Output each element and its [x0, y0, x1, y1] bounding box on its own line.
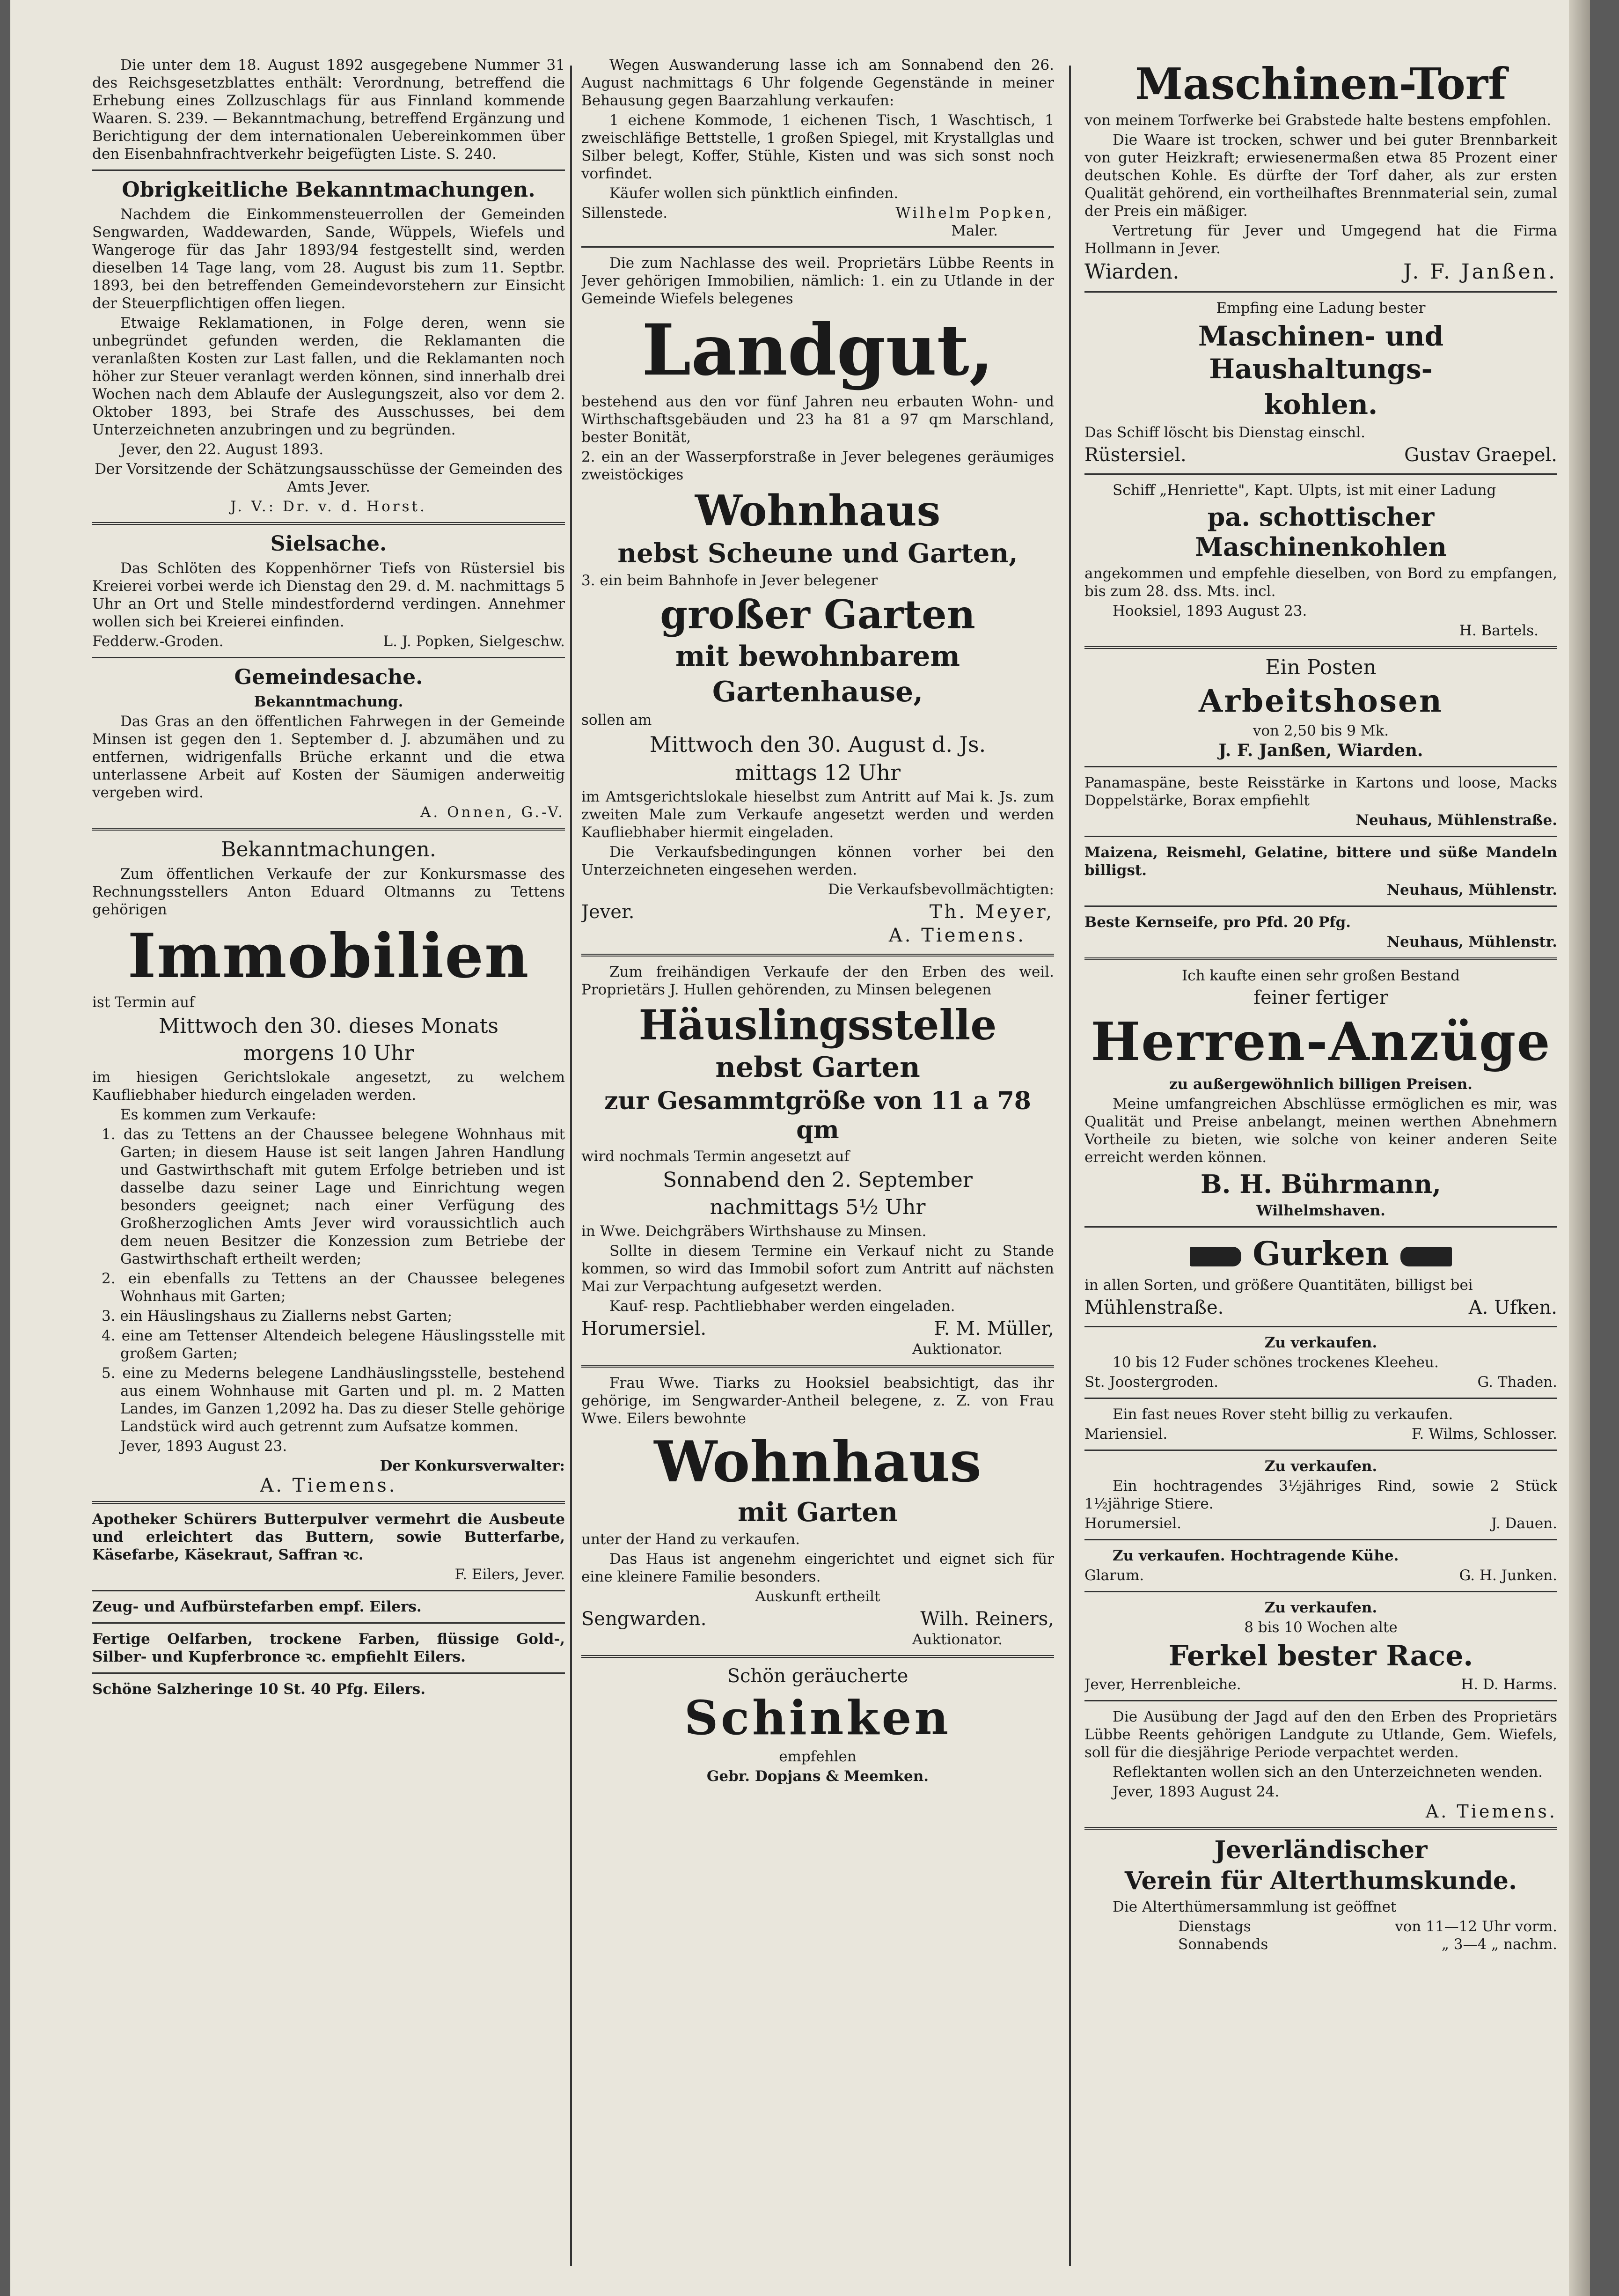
haeuslingsstelle-signature: Horumersiel. F. M. Müller,	[581, 1318, 1054, 1339]
wohnhaus-2-headline: Wohnhaus	[654, 1429, 982, 1495]
haeuslingsstelle-headline: Häuslingsstelle	[638, 1001, 997, 1049]
divider	[92, 828, 565, 831]
column-2	[581, 56, 1054, 2285]
divider	[581, 246, 1054, 248]
divider	[1084, 957, 1557, 960]
ferkel-headline: Ferkel bester Race.	[1168, 1640, 1473, 1672]
verein-text: Die Alterthümersammlung ist geöffnet	[1113, 1899, 1397, 1915]
gartenhaus-line-1: mit bewohnbarem	[675, 640, 960, 673]
schiff-signature: H. Bartels.	[1459, 622, 1538, 639]
neuhaus-ad-2-signature: Neuhaus, Mühlenstr.	[1386, 882, 1557, 898]
divider	[92, 522, 565, 525]
landgut-intro: Die zum Nachlasse des weil. Proprietärs Lübbe Reents in Jever gehörigen Immobilien, nämlich: 1. ein zu Utlande in der Gemeinde Wiefels belegenes	[581, 255, 1054, 307]
herren-text-2: Meine umfangreichen Abschlüsse ermöglichen es mir, was Qualität und Preise anbelangt, meinen werthen Abnehmern Vortheile zu bieten, wie solche von keiner anderen Seite erreicht werden können.	[1084, 1096, 1557, 1166]
jagd-signature: A. Tiemens.	[1425, 1801, 1557, 1822]
obrigkeitliche-date: Jever, den 22. August 1893.	[120, 441, 324, 458]
auswanderung-text: Käufer wollen sich pünktlich einfinden.	[609, 185, 899, 202]
torf-text-3: Vertretung für Jever und Umgegend hat die Firma Hollmann in Jever.	[1084, 222, 1557, 257]
gartenhaus-line-2: Gartenhause,	[712, 676, 923, 708]
immobilien-list	[92, 1126, 565, 1435]
haeuslingsstelle-intro: Zum freihändigen Verkaufe der den Erben des weil. Proprietärs J. Hullen gehörenden, zu Minsen belegenen	[581, 964, 1054, 998]
divider	[92, 1622, 565, 1624]
column-1	[92, 56, 565, 2285]
salzheringe-ad: Schöne Salzheringe 10 St. 40 Pfg. Eilers.	[92, 1681, 426, 1698]
haeuslingsstelle-time: nachmittags 5½ Uhr	[710, 1195, 926, 1219]
jagd-date: Jever, 1893 August 24.	[1113, 1783, 1280, 1800]
divider	[1084, 291, 1557, 293]
verein-title: Jeverländischer	[1214, 1836, 1428, 1864]
kohlen-headline: Maschinen- und Haushaltungs-	[1198, 320, 1444, 385]
tiarks-text: unter der Hand zu verkaufen.	[581, 1531, 800, 1548]
herren-anzuege-headline: Herren-Anzüge	[1091, 1011, 1551, 1073]
landgut-signature-2: A. Tiemens.	[888, 925, 1026, 946]
kohlen-signature: Rüstersiel. Gustav Graepel.	[1084, 444, 1557, 466]
gemeindesache-subtitle: Bekanntmachung.	[254, 693, 403, 710]
immobilien-signature-name: A. Tiemens.	[260, 1475, 397, 1496]
haeuslingsstelle-text-4: Kauf- resp. Pachtliebhaber werden eingeladen.	[609, 1298, 955, 1315]
mit-garten-headline: mit Garten	[738, 1497, 898, 1528]
neuhaus-ad-2: Maizena, Reismehl, Gelatine, bittere und süße Mandeln billigst.	[1084, 844, 1557, 879]
immobilien-termin: ist Termin auf	[92, 994, 195, 1011]
landgut-time: mittags 12 Uhr	[735, 760, 901, 785]
landgut-date: Mittwoch den 30. August d. Js.	[649, 732, 986, 757]
maschinen-torf-headline: Maschinen-Torf	[1135, 59, 1507, 109]
butterpulver-ad: Apotheker Schürers Butterpulver vermehrt die Ausbeute und erleichtert das Buttern, sowie Butterfarbe, Käsefarbe, Käsekraut, Saffran ꝛc.	[92, 1511, 565, 1563]
bekanntmachungen-title: Bekanntmachungen.	[221, 838, 436, 861]
obrigkeitliche-signature-name: J. V.: Dr. v. d. Horst.	[230, 498, 427, 515]
herren-pre: Ich kaufte einen sehr großen Bestand	[1181, 967, 1460, 984]
ferkel-pre: 8 bis 10 Wochen alte	[1244, 1619, 1398, 1636]
landgut-text-4: sollen am	[581, 712, 652, 729]
list-item: 5. eine zu Mederns belegene Landhäuslingsstelle, bestehend aus einem Wohnhause mit Garten und pl. m. 2 Matten Landes, im Ganzen 1,2092 ha. Das zu dieser Stelle gehörige Landstück wird auch getrennt zum Aufsatze kommen.	[102, 1365, 565, 1435]
kleeheu-signature: St. Joostergroden. G. Thaden.	[1084, 1374, 1557, 1391]
divider	[1084, 1326, 1557, 1327]
schiff-place: Hooksiel, 1893 August 23.	[1113, 603, 1307, 619]
arbeitshosen-headline: Arbeitshosen	[1199, 683, 1443, 719]
rover-text: Ein fast neues Rover steht billig zu verkaufen.	[1113, 1406, 1453, 1423]
immobilien-list-intro: Es kommen zum Verkaufe:	[120, 1106, 316, 1123]
divider	[92, 657, 565, 658]
landgut-text-6: Die Verkaufsbedingungen können vorher bei den Unterzeichneten eingesehen werden.	[581, 844, 1054, 878]
scheune-headline: nebst Scheune und Garten,	[617, 538, 1018, 569]
kohlen-headline-2: kohlen.	[1264, 389, 1378, 420]
verein-hours-1: Dienstags von 11—12 Uhr vorm.	[1178, 1918, 1557, 1935]
landgut-signature-role: Die Verkaufsbevollmächtigten:	[828, 881, 1054, 898]
haeuslingsstelle-text-3: Sollte in diesem Termine ein Verkauf nicht zu Stande kommen, so wird das Immobil sofort zum Antritt auf nächsten Mai zur Verpachtung aufgesetzt werden.	[581, 1243, 1054, 1295]
list-item: 3. ein Häuslingshaus zu Ziallerns nebst Garten;	[102, 1308, 453, 1325]
kuehe-signature: Glarum. G. H. Junken.	[1084, 1567, 1557, 1584]
immobilien-headline: Immobilien	[127, 920, 530, 992]
gemeindesache-title: Gemeindesache.	[234, 665, 423, 689]
schinken-text: empfehlen	[779, 1748, 857, 1765]
divider	[581, 954, 1054, 957]
divider	[1084, 1398, 1557, 1399]
immobilien-text: im hiesigen Gerichtslokale angesetzt, zu welchem Kaufliebhaber hiedurch eingeladen werden.	[92, 1069, 565, 1104]
immobilien-date: Mittwoch den 30. dieses Monats	[159, 1014, 498, 1038]
gurken-signature: Mühlenstraße. A. Ufken.	[1084, 1297, 1557, 1318]
sielsache-title: Sielsache.	[270, 532, 387, 556]
neuhaus-ad-1-signature: Neuhaus, Mühlenstraße.	[1355, 812, 1557, 829]
immobilien-date-signed: Jever, 1893 August 23.	[120, 1438, 287, 1455]
rind-text: Ein hochtragendes 3½jähriges Rind, sowie 2 Stück 1½jährige Stiere.	[1084, 1478, 1557, 1512]
divider	[92, 1590, 565, 1591]
neuhaus-ad-3-signature: Neuhaus, Mühlenstr.	[1386, 934, 1557, 950]
sielsache-signature: Fedderw.-Groden. L. J. Popken, Sielgeschw.	[92, 633, 565, 650]
rind-signature: Horumersiel. J. Dauen.	[1084, 1515, 1557, 1532]
verkaufen-title: Zu verkaufen.	[1264, 1334, 1377, 1351]
divider	[1084, 1827, 1557, 1830]
haeuslingsstelle-date: Sonnabend den 2. September	[663, 1168, 973, 1192]
tiarks-role: Auktionator.	[912, 1631, 1003, 1648]
herren-text: zu außergewöhnlich billigen Preisen.	[1169, 1076, 1472, 1093]
posten-pre: Ein Posten	[1265, 655, 1377, 679]
list-item: 2. ein ebenfalls zu Tettens an der Chaussee belegenes Wohnhaus mit Garten;	[102, 1270, 565, 1305]
auswanderung-role: Maler.	[951, 222, 998, 239]
rover-signature: Mariensiel. F. Wilms, Schlosser.	[1084, 1426, 1557, 1442]
haeuslingsstelle-text-2: in Wwe. Deichgräbers Wirthshause zu Minsen.	[581, 1223, 927, 1240]
auswanderung-signature: Sillenstede. Wilhelm Popken,	[581, 205, 1054, 221]
page-edge	[1569, 0, 1590, 2296]
schiff-text-2: angekommen und empfehle dieselben, von Bord zu empfangen, bis zum 28. dss. Mts. incl.	[1084, 565, 1557, 600]
immobilien-time: morgens 10 Uhr	[243, 1041, 414, 1065]
butterpulver-signature: F. Eilers, Jever.	[454, 1566, 565, 1583]
auswanderung-items: 1 eichene Kommode, 1 eichenen Tisch, 1 Waschtisch, 1 zweischläfige Bettstelle, 1 großen Spiegel, mit Krystallglas und Silber belegt, Koffer, Stühle, Kisten und was sich sonst noch vorfindet.	[581, 112, 1054, 182]
schiff-text: Schiff „Henriette", Kapt. Ulpts, ist mit einer Ladung	[1113, 482, 1496, 499]
neuhaus-ad-1: Panamaspäne, beste Reisstärke in Kartons und loose, Macks Doppelstärke, Borax empfiehlt	[1084, 774, 1557, 809]
obrigkeitliche-text-2: Etwaige Reklamationen, in Folge deren, wenn sie unbegründet gefunden werden, die Reklamanten die veranlaßten Kosten zur Last fallen, und die Reklamanten noch höher zur Steuer veranlagt werden können, sind innerhalb drei Wochen nach dem Ablaufe der Auslegungszeit, also vor dem 2. Oktober 1893, bei Strafe des Ausschusses, bei dem Unterzeichneten anzubringen und zu begründen.	[92, 315, 565, 438]
konkurs-intro: Zum öffentlichen Verkaufe der zur Konkursmasse des Rechnungsstellers Anton Eduard Oltmanns zu Tettens gehörigen	[92, 866, 565, 918]
wohnhaus-headline: Wohnhaus	[695, 486, 941, 536]
verein-title-2: Verein für Alterthumskunde.	[1124, 1867, 1517, 1895]
neuhaus-ad-3: Beste Kernseife, pro Pfd. 20 Pfg.	[1084, 914, 1351, 931]
landgut-text-5: im Amtsgerichtslokale hieselbst zum Antritt auf Mai k. Js. zum zweiten Male zum Verkaufe angesetzt werden und werden Kaufliebhaber hiermit eingeladen.	[581, 788, 1054, 841]
landgut-text-2: 2. ein an der Wasserpforstraße in Jever belegenes geräumiges zweistöckiges	[581, 449, 1054, 483]
divider	[92, 1672, 565, 1674]
kuehe-text: Zu verkaufen. Hochtragende Kühe.	[1113, 1547, 1399, 1564]
landgut-text: bestehend aus den vor fünf Jahren neu erbauten Wohn- und Wirthschaftsgebäuden und 23 ha 81 a 97 qm Marschland, bester Bonität,	[581, 393, 1054, 446]
herren-pre-2: feiner fertiger	[1253, 987, 1388, 1008]
gemeindesache-text: Das Gras an den öffentlichen Fahrwegen in der Gemeinde Minsen ist gegen den 1. September d. J. abzumähen und zu entfernen, widrigenfalls Brüche erkannt und die etwa unterlassene Arbeit auf Kosten der Säumigen anderweitig vergeben wird.	[92, 713, 565, 801]
obrigkeitliche-title: Obrigkeitliche Bekanntmachungen.	[122, 178, 535, 202]
schinken-signature: Gebr. Dopjans & Meemken.	[706, 1768, 929, 1785]
arbeitshosen-price: von 2,50 bis 9 Mk.	[1253, 722, 1389, 739]
divider	[1084, 1539, 1557, 1540]
tiarks-text-3: Auskunft ertheilt	[755, 1588, 880, 1605]
list-item: 1. das zu Tettens an der Chaussee belegene Wohnhaus mit Garten; in diesem Hause ist seit langen Jahren Handlung und Gastwirthschaft mit gutem Erfolge betrieben und ist dasselbe dazu seiner Lage und Einrichtung wegen besonders geeignet; nach einer Verfügung des Großherzoglichen Amts Jever wird voraussichtlich auch dem neuen Besitzer die Konzession zum Betriebe der Gastwirthschaft ertheilt werden;	[102, 1126, 565, 1267]
newspaper-page	[10, 0, 1590, 2296]
gurken-text: in allen Sorten, und größere Quantitäten, billigst bei	[1084, 1277, 1473, 1294]
gurken-headline: Gurken	[1084, 1234, 1557, 1273]
sielsache-text: Das Schlöten des Koppenhörner Tiefs von Rüstersiel bis Kreierei vorbei werde ich Dienstag den 29. d. M. nachmittags 5 Uhr an Ort und Stelle mindestfordernd verdingen. Annehmer wollen sich bei Kreierei einfinden.	[92, 560, 565, 630]
column-divider	[1069, 66, 1071, 2266]
immobilien-signature-role: Der Konkursverwalter:	[380, 1457, 565, 1474]
buehrmann-place: Wilhelmshaven.	[1256, 1202, 1385, 1219]
haeuslingsstelle-garten: nebst Garten	[715, 1051, 920, 1084]
divider	[92, 169, 565, 171]
kleeheu-text: 10 bis 12 Fuder schönes trockenes Kleeheu.	[1113, 1354, 1439, 1371]
obrigkeitliche-text: Nachdem die Einkommensteuerrollen der Gemeinden Sengwarden, Waddewarden, Sande, Wüppels, Wiefels und Wangeroge für das Jahr 1893/94 festgestellt sind, werden dieselben 14 Tage lang, vom 28. August bis zum 11. Septbr. 1893, bei den betreffenden Gemeindevorstehern zur Einsicht der Steuerpflichtigen offen liegen.	[92, 206, 565, 312]
divider	[1084, 1591, 1557, 1592]
jagd-text-2: Reflektanten wollen sich an den Unterzeichneten wenden.	[1113, 1764, 1543, 1781]
verein-hours-2: Sonnabends „ 3—4 „ nachm.	[1178, 1936, 1557, 1953]
divider	[1084, 766, 1557, 767]
divider	[1084, 1226, 1557, 1228]
divider	[1084, 473, 1557, 475]
divider	[1084, 646, 1557, 649]
maschinenkohlen-headline: pa. schottischer Maschinenkohlen	[1195, 502, 1447, 562]
schinken-headline: Schinken	[684, 1690, 952, 1745]
kohlen-pre: Empfing eine Ladung bester	[1216, 300, 1426, 316]
torf-text: von meinem Torfwerke bei Grabstede halte bestens empfohlen.	[1084, 112, 1552, 129]
pointing-hand-icon	[1400, 1247, 1452, 1266]
divider	[581, 1365, 1054, 1368]
verkaufen-title-3: Zu verkaufen.	[1264, 1599, 1377, 1616]
haeuslingsstelle-size: zur Gesammtgröße von 11 a 78 qm	[604, 1087, 1031, 1144]
torf-signature: Wiarden. J. F. Janßen.	[1084, 260, 1557, 284]
haeuslingsstelle-role: Auktionator.	[912, 1341, 1003, 1358]
jagd-text: Die Ausübung der Jagd auf den den Erben des Proprietärs Lübbe Reents gehörigen Landgute zu Utlande, Gem. Wiefels, soll für die diesjährige Periode verpachtet werden.	[1084, 1708, 1557, 1761]
obrigkeitliche-signature: Der Vorsitzende der Schätzungsausschüsse der Gemeinden des Amts Jever.	[95, 461, 563, 495]
garten-headline: großer Garten	[660, 591, 975, 638]
divider	[1084, 1700, 1557, 1701]
reichsgesetzblatt-notice: Die unter dem 18. August 1892 ausgegebene Nummer 31 des Reichsgesetzblattes enthält: Verordnung, betreffend die Erhebung eines Zollzuschlags für aus Finnland kommende Waaren. S. 239. — Bekanntmachung, betreffend Ergänzung und Berichtigung der dem internationalen Uebereinkommen über den Eisenbahnfrachtverkehr beigefügten Liste. S. 240.	[92, 57, 565, 162]
torf-text-2: Die Waare ist trocken, schwer und bei guter Brennbarkeit von guter Heizkraft; erwiesenermaßen etwa 85 Prozent einer deutschen Kohle. Es dürfte der Torf daher, als zur ersten Qualität gehörend, ein vortheilhaftes Brennmaterial sein, zumal der Preis ein mäßiger.	[1084, 132, 1557, 220]
tiarks-text-2: Das Haus ist angenehm eingerichtet und eignet sich für eine kleinere Familie besonders.	[581, 1551, 1054, 1585]
list-item: 4. eine am Tettenser Altendeich belegene Häuslingsstelle mit großem Garten;	[102, 1327, 565, 1362]
column-3	[1084, 56, 1557, 2285]
kohlen-text: Das Schiff löscht bis Dienstag einschl.	[1084, 424, 1365, 441]
buehrmann-name: B. H. Bührmann,	[1201, 1169, 1441, 1199]
divider	[1084, 905, 1557, 907]
divider	[1084, 836, 1557, 837]
verkaufen-title-2: Zu verkaufen.	[1264, 1458, 1377, 1475]
tiarks-signature: Sengwarden. Wilh. Reiners,	[581, 1608, 1054, 1630]
schinken-pre: Schön geräucherte	[727, 1665, 908, 1687]
pointing-hand-icon	[1190, 1247, 1241, 1266]
haeuslingsstelle-text: wird nochmals Termin angesetzt auf	[581, 1148, 850, 1165]
auswanderung-intro: Wegen Auswanderung lasse ich am Sonnabend den 26. August nachmittags 6 Uhr folgende Gegenstände in meiner Behausung gegen Baarzahlung verkaufen:	[581, 57, 1054, 109]
divider	[92, 1501, 565, 1504]
tiarks-intro: Frau Wwe. Tiarks zu Hooksiel beabsichtigt, das ihr gehörige, im Sengwarder-Antheil belegene, z. Z. von Frau Wwe. Eilers bewohnte	[581, 1375, 1054, 1427]
arbeitshosen-signature: J. F. Janßen, Wiarden.	[1218, 741, 1423, 760]
zeug-farben-ad: Zeug- und Aufbürstefarben empf. Eilers.	[92, 1598, 422, 1615]
gemeindesache-signature: A. Onnen, G.-V.	[420, 804, 565, 821]
landgut-headline: Landgut,	[641, 309, 994, 391]
landgut-signature: Jever. Th. Meyer,	[581, 901, 1054, 923]
column-divider	[570, 66, 572, 2266]
oelfarben-ad: Fertige Oelfarben, trockene Farben, flüssige Gold-, Silber- und Kupferbronce ꝛc. empfiehlt Eilers.	[92, 1631, 565, 1665]
ferkel-signature: Jever, Herrenbleiche. H. D. Harms.	[1084, 1676, 1557, 1693]
divider	[581, 1655, 1054, 1658]
divider	[1084, 1450, 1557, 1451]
landgut-text-3: 3. ein beim Bahnhofe in Jever belegener	[581, 572, 878, 589]
